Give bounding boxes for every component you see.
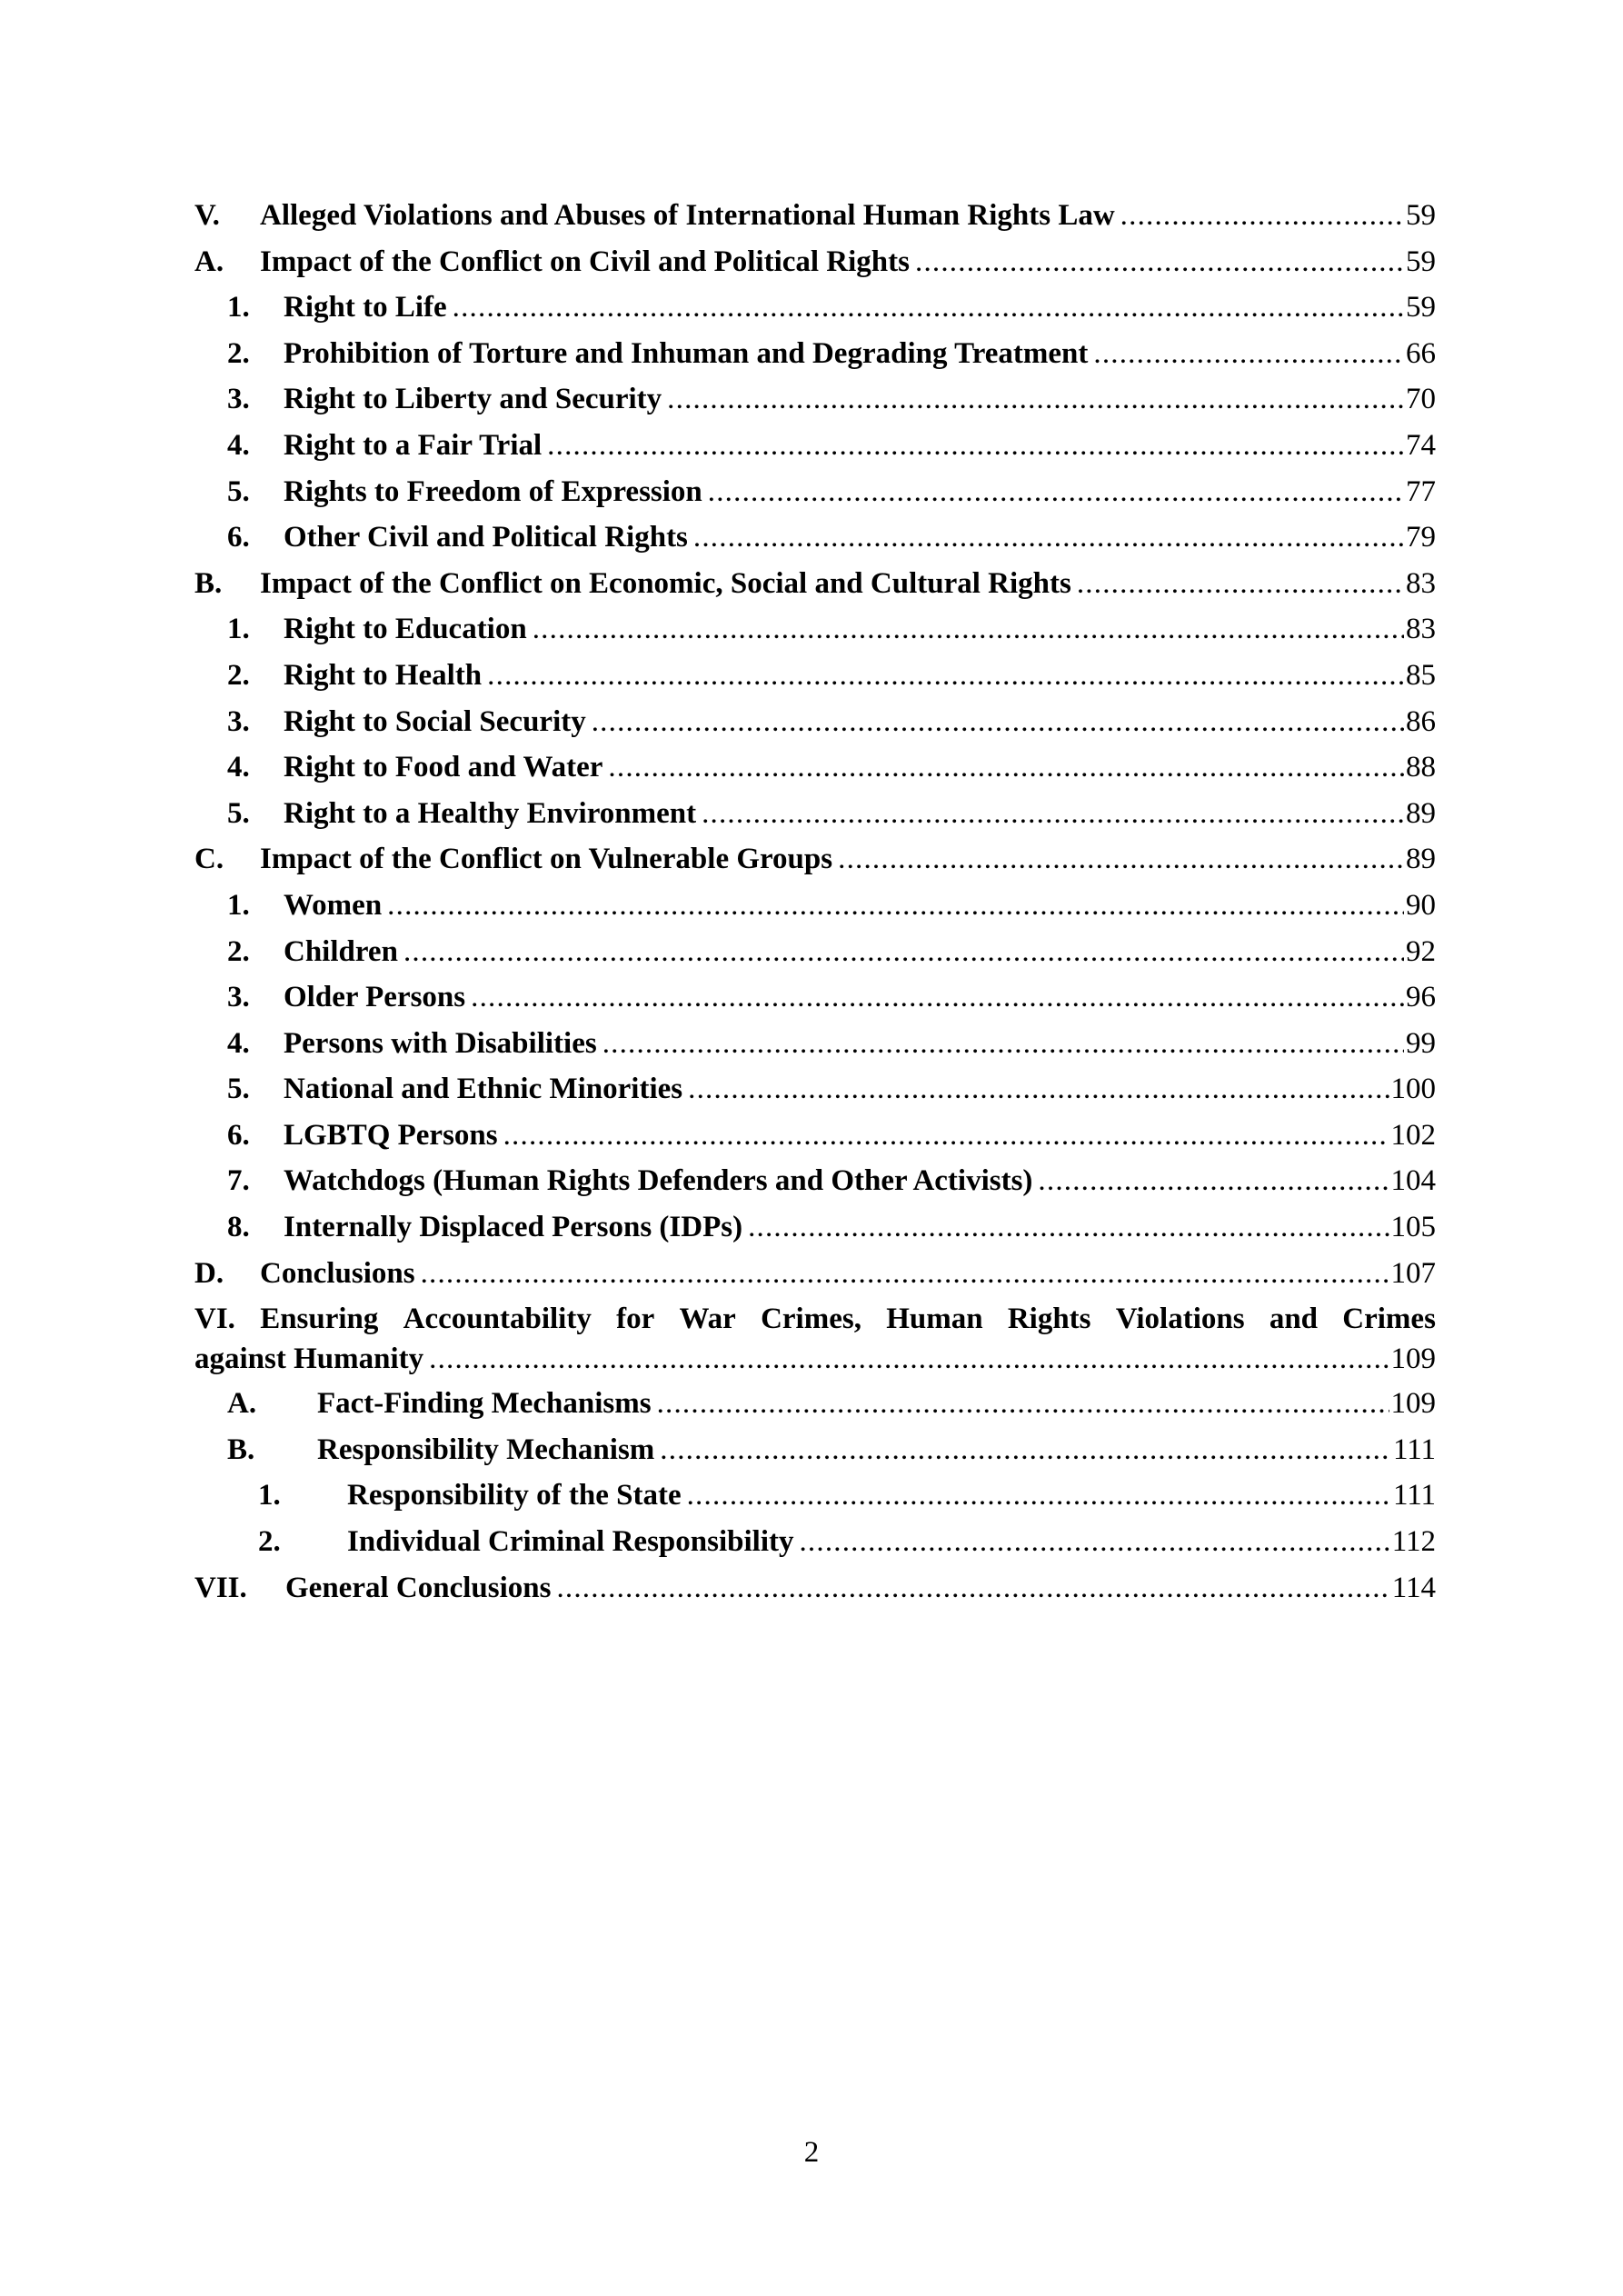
toc-entry-page: 77: [1406, 474, 1436, 508]
toc-entry-vi[interactable]: [194, 1296, 1436, 1381]
dot-leader: [387, 883, 1404, 929]
toc-entry-v-c[interactable]: [194, 836, 1436, 883]
toc-entry-v-c-4[interactable]: [194, 1021, 1436, 1067]
toc-entry-v-b-2[interactable]: [194, 653, 1436, 699]
toc-entry-v-b-5[interactable]: [194, 791, 1436, 837]
toc-entry-title: Watchdogs (Human Rights Defenders and Other Activists): [284, 1164, 1033, 1198]
dot-leader: [1120, 193, 1404, 239]
toc-entry-number: B.: [227, 1433, 255, 1466]
page-number: 2: [803, 2136, 820, 2169]
toc-entry-number: C.: [194, 843, 224, 876]
toc-entry-title-word: Ensuring: [260, 1303, 379, 1336]
toc-entry-page: 59: [1406, 199, 1436, 232]
toc-entry-number: 6.: [227, 1118, 250, 1152]
toc-entry-title: LGBTQ Persons: [284, 1118, 498, 1152]
toc-entry-page: 92: [1406, 934, 1436, 968]
toc-entry-v-a[interactable]: [194, 239, 1436, 285]
dot-leader: [657, 1381, 1389, 1427]
toc-entry-page: 59: [1406, 291, 1436, 324]
toc-entry-v[interactable]: [194, 193, 1436, 239]
toc-entry-page: 111: [1392, 1433, 1436, 1466]
toc-entry-page: 89: [1406, 843, 1436, 876]
dot-leader: [660, 1427, 1391, 1473]
dot-leader: [471, 974, 1404, 1021]
dot-leader: [708, 469, 1404, 515]
toc-entry-vi-b-2[interactable]: [194, 1519, 1436, 1565]
dot-leader: [688, 1066, 1389, 1113]
toc-entry-v-c-7[interactable]: [194, 1158, 1436, 1204]
toc-entry-number: 5.: [227, 474, 250, 508]
toc-entry-page: 111: [1392, 1479, 1436, 1512]
toc-entry-title: Right to Social Security: [284, 704, 586, 738]
toc-entry-title: Responsibility Mechanism: [317, 1433, 655, 1466]
toc-entry-number: 1.: [258, 1479, 281, 1512]
toc-entry-page: 70: [1406, 383, 1436, 416]
toc-entry-page: 104: [1390, 1164, 1436, 1198]
toc-entry-number: 8.: [227, 1211, 250, 1244]
toc-entry-number: 5.: [227, 796, 250, 830]
toc-entry-vi-a[interactable]: [194, 1381, 1436, 1427]
toc-entry-title: Right to a Fair Trial: [284, 428, 543, 462]
toc-entry-v-a-1[interactable]: [194, 285, 1436, 331]
toc-entry-title: Impact of the Conflict on Vulnerable Groups: [260, 843, 833, 876]
toc-entry-v-a-2[interactable]: [194, 331, 1436, 377]
toc-entry-title-word: Crimes,: [761, 1303, 861, 1336]
toc-entry-page: 96: [1406, 981, 1436, 1014]
dot-leader: [693, 514, 1404, 561]
toc-entry-page: 100: [1390, 1073, 1436, 1106]
dot-leader: [503, 1113, 1389, 1159]
toc-entry-number: A.: [194, 245, 224, 278]
toc-entry-vi-line1: [194, 1299, 1436, 1339]
toc-entry-title-word: for: [616, 1303, 655, 1336]
dot-leader: [533, 606, 1404, 653]
toc-entry-v-c-1[interactable]: [194, 883, 1436, 929]
toc-entry-title: Impact of the Conflict on Civil and Political Rights: [260, 245, 910, 278]
toc-entry-title: Persons with Disabilities: [284, 1026, 597, 1060]
toc-entry-number: V.: [194, 199, 220, 232]
toc-entry-title-word: Violations: [1115, 1303, 1245, 1336]
toc-entry-vii[interactable]: [194, 1565, 1436, 1612]
toc-entry-page: 102: [1390, 1118, 1436, 1152]
toc-entry-title: Older Persons: [284, 981, 466, 1014]
toc-entry-v-b-4[interactable]: [194, 744, 1436, 791]
toc-entry-page: 105: [1390, 1211, 1436, 1244]
toc-entry-title-word: Rights: [1007, 1303, 1091, 1336]
toc-entry-title-word: War: [679, 1303, 736, 1336]
toc-entry-title: Right to Food and Water: [284, 751, 603, 784]
toc-entry-title: Right to Education: [284, 613, 527, 646]
dot-leader: [687, 1472, 1391, 1519]
toc-entry-number: 1.: [227, 888, 250, 922]
toc-entry-page: 88: [1406, 751, 1436, 784]
toc-entry-page: 86: [1406, 704, 1436, 738]
toc-entry-v-c-5[interactable]: [194, 1066, 1436, 1113]
toc-entry-title-word: Human: [886, 1303, 983, 1336]
toc-entry-page: 99: [1406, 1026, 1436, 1060]
toc-entry-number: VII.: [194, 1571, 247, 1604]
toc-entry-title: Impact of the Conflict on Economic, Social and Cultural Rights: [260, 566, 1071, 600]
toc-entry-page: 109: [1390, 1343, 1436, 1376]
dot-leader: [1038, 1158, 1389, 1204]
toc-entry-number: D.: [194, 1256, 224, 1290]
toc-entry-number: 2.: [227, 934, 250, 968]
toc-entry-v-b-3[interactable]: [194, 699, 1436, 745]
table-of-contents: [194, 193, 1436, 1611]
toc-entry-number: 3.: [227, 981, 250, 1014]
dot-leader: [838, 836, 1404, 883]
toc-entry-title-word: and: [1269, 1303, 1319, 1336]
toc-entry-v-b[interactable]: [194, 561, 1436, 607]
toc-entry-page: 83: [1406, 613, 1436, 646]
toc-entry-page: 83: [1406, 566, 1436, 600]
toc-entry-vi-b[interactable]: [194, 1427, 1436, 1473]
toc-entry-title-continuation: against Humanity: [194, 1343, 424, 1376]
toc-entry-number: 4.: [227, 1026, 250, 1060]
toc-entry-page: 74: [1406, 428, 1436, 462]
toc-entry-title: Women: [284, 888, 383, 922]
toc-entry-title: General Conclusions: [285, 1571, 552, 1604]
dot-leader: [748, 1204, 1389, 1251]
toc-entry-v-a-3[interactable]: [194, 376, 1436, 423]
toc-entry-v-a-4[interactable]: [194, 423, 1436, 469]
toc-entry-v-c-2[interactable]: [194, 929, 1436, 975]
toc-entry-number: B.: [194, 566, 223, 600]
toc-entry-number: 4.: [227, 428, 250, 462]
dot-leader: [702, 791, 1404, 837]
toc-entry-number: 2.: [227, 336, 250, 370]
toc-entry-page: 107: [1390, 1256, 1436, 1290]
toc-entry-page: 89: [1406, 796, 1436, 830]
toc-entry-number: 3.: [227, 383, 250, 416]
toc-entry-title: Alleged Violations and Abuses of International Human Rights Law: [260, 199, 1115, 232]
toc-entry-title-word: Crimes: [1342, 1303, 1436, 1336]
dot-leader: [547, 423, 1404, 469]
toc-entry-v-a-6[interactable]: [194, 514, 1436, 561]
dot-leader: [1093, 331, 1404, 377]
toc-entry-title: Other Civil and Political Rights: [284, 521, 688, 554]
toc-entry-number: 5.: [227, 1073, 250, 1106]
toc-entry-page: 66: [1406, 336, 1436, 370]
toc-entry-title: Individual Criminal Responsibility: [347, 1525, 794, 1559]
toc-entry-number: 1.: [227, 291, 250, 324]
toc-entry-title: Internally Displaced Persons (IDPs): [284, 1211, 743, 1244]
toc-entry-page: 90: [1406, 888, 1436, 922]
toc-entry-number: 6.: [227, 521, 250, 554]
toc-entry-vi-b-1[interactable]: [194, 1472, 1436, 1519]
toc-entry-v-c-3[interactable]: [194, 974, 1436, 1021]
toc-entry-page: 79: [1406, 521, 1436, 554]
toc-entry-vi-line2: [194, 1339, 1436, 1381]
toc-entry-title: Fact-Finding Mechanisms: [317, 1387, 652, 1421]
toc-entry-number: 3.: [227, 704, 250, 738]
toc-entry-title: Right to Liberty and Security: [284, 383, 662, 416]
dot-leader: [421, 1251, 1389, 1297]
dot-leader: [602, 1021, 1404, 1067]
dot-leader: [608, 744, 1404, 791]
toc-entry-v-a-5[interactable]: [194, 469, 1436, 515]
dot-leader: [915, 239, 1404, 285]
toc-entry-number: VI.: [194, 1303, 235, 1336]
toc-entry-page: 85: [1406, 658, 1436, 692]
dot-leader: [592, 699, 1404, 745]
toc-entry-title: Right to Life: [284, 291, 447, 324]
toc-entry-v-c-8[interactable]: [194, 1204, 1436, 1251]
toc-entry-title: Conclusions: [260, 1256, 415, 1290]
dot-leader: [453, 285, 1404, 331]
toc-entry-title: Responsibility of the State: [347, 1479, 682, 1512]
dot-leader: [799, 1519, 1389, 1565]
toc-entry-page: 114: [1391, 1571, 1436, 1604]
toc-entry-number: 1.: [227, 613, 250, 646]
toc-entry-title: Children: [284, 934, 398, 968]
toc-entry-number: A.: [227, 1387, 257, 1421]
toc-entry-number: 7.: [227, 1164, 250, 1198]
toc-entry-v-d[interactable]: [194, 1251, 1436, 1297]
dot-leader: [556, 1565, 1389, 1612]
toc-entry-v-c-6[interactable]: [194, 1113, 1436, 1159]
toc-entry-title-word: Accountability: [403, 1303, 592, 1336]
toc-entry-title: Right to Health: [284, 658, 483, 692]
dot-leader: [487, 653, 1404, 699]
dot-leader: [429, 1339, 1389, 1379]
toc-entry-page: 109: [1390, 1387, 1436, 1421]
toc-entry-v-b-1[interactable]: [194, 606, 1436, 653]
dot-leader: [667, 376, 1404, 423]
toc-entry-title: Prohibition of Torture and Inhuman and Degrading Treatment: [284, 336, 1089, 370]
dot-leader: [1077, 561, 1404, 607]
toc-entry-page: 112: [1391, 1525, 1436, 1559]
toc-entry-number: 4.: [227, 751, 250, 784]
toc-entry-number: 2.: [258, 1525, 281, 1559]
toc-entry-title: National and Ethnic Minorities: [284, 1073, 683, 1106]
dot-leader: [403, 929, 1404, 975]
toc-entry-title: Right to a Healthy Environment: [284, 796, 697, 830]
toc-entry-page: 59: [1406, 245, 1436, 278]
toc-entry-title: Rights to Freedom of Expression: [284, 474, 702, 508]
toc-entry-number: 2.: [227, 658, 250, 692]
